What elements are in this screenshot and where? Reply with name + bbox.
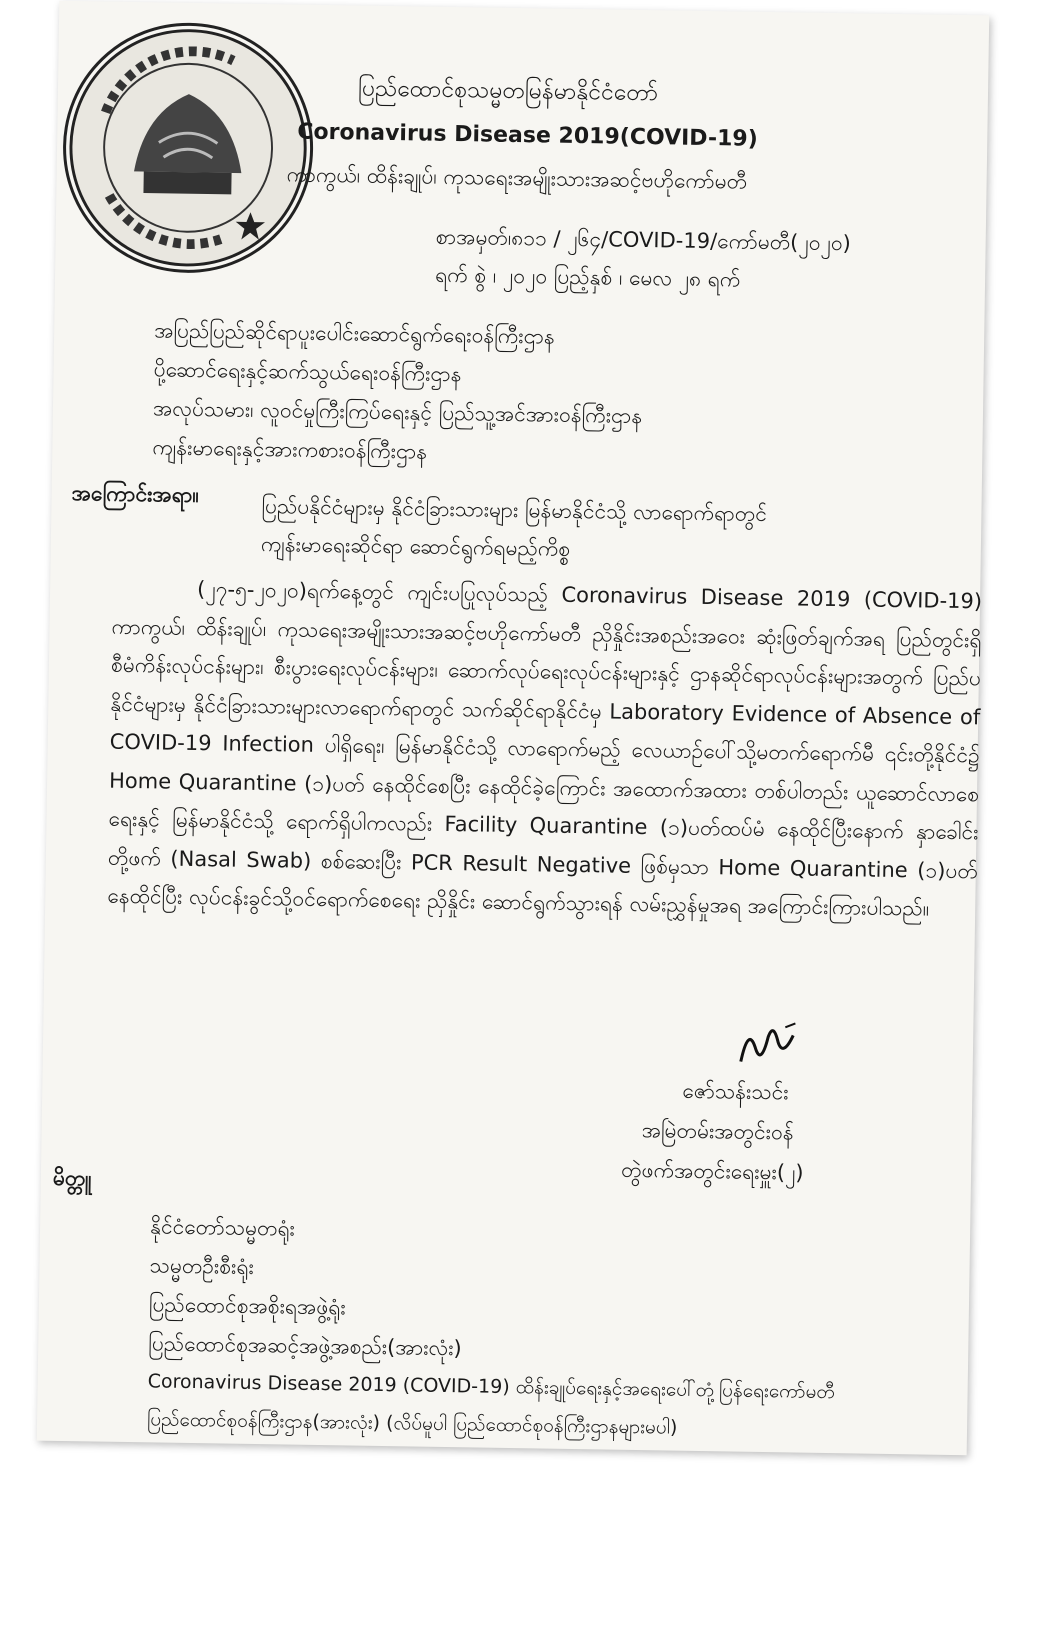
official-seal [61,21,315,275]
signatory-title-2: တွဲဖက်အတွင်းရေးမှူး(၂) [620,1157,804,1185]
handwritten-signature-icon [733,1016,804,1072]
copy-item: ပြည်ထောင်စုဝန်ကြီးဌာန(အားလုံး) (လိပ်မူပါ ပြည်ထောင်စုဝန်ကြီးဌာနများမပါ) [146,1408,678,1439]
copy-item: Coronavirus Disease 2019 (COVID-19) ထိန်းချုပ်ရေးနှင့်အရေးပေါ်တုံ့ပြန်ရေးကော်မတီ [147,1370,836,1404]
header-country: ပြည်ထောင်စုသမ္မတမြန်မာနိုင်ငံတော် [357,75,659,107]
document-page [37,1,990,1455]
recipient-item: အပြည်ပြည်ဆိုင်ရာပူးပေါင်းဆောင်ရွက်ရေးဝန်ကြီးဌာန [154,318,555,349]
copy-item: ပြည်ထောင်စုအစိုးရအဖွဲ့ရုံး [148,1292,346,1320]
subject-label: အကြောင်းအရာ။ [71,481,199,508]
signatory-name: ဇော်သန်းသင်း [682,1078,789,1105]
subject-line-1: ပြည်ပနိုင်ငံများမှ နိုင်ငံခြားသားများ မြန်မာနိုင်ငံသို့ လာရောက်ရာတွင် [261,494,768,526]
body-paragraph: (၂၇-၅-၂၀၂၀)ရက်နေ့တွင် ကျင်းပပြုလုပ်သည့် Coronavirus Disease 2019 (COVID-19) ကာကွယ်၊ ထိန်းချုပ်၊ ကုသရေးအမျိုးသားအဆင့်ဗဟိုကော်မတီ ညှိနှိုင်းအစည်းအဝေး ဆုံးဖြတ်ချက်အရ ပြည်တွင်းရှိ စီမံကိန်းလုပ်ငန်းများ၊ စီးပွားရေးလုပ်ငန်းများ၊ ဆောက်လုပ်ရေးလုပ်ငန်းများနှင့် ဌာနဆိုင်ရာလုပ်ငန်းများအတွက် ပြည်ပနိုင်ငံများမှ နိုင်ငံခြားသားများလာရောက်ရာတွင် သက်ဆိုင်ရာနိုင်ငံမှ Laboratory Evidence of Absence of COVID-19 Infection ပါရှိရေး၊ မြန်မာနိုင်ငံသို့ လာရောက်မည့် လေယာဉ်ပေါ်သို့မတက်ရောက်မီ ၎င်းတို့နိုင်ငံ၌ Home Quarantine (၁)ပတ် နေထိုင်စေပြီး နေထိုင်ခဲ့ကြောင်း အထောက်အထား တစ်ပါတည်း ယူဆောင်လာစေရေးနှင့် မြန်မာနိုင်ငံသို့ ရောက်ရှိပါကလည်း Facility Quarantine (၁)ပတ်ထပ်မံ နေထိုင်ပြီးနောက် နှာခေါင်းတို့ဖက် (Nasal Swab) စစ်ဆေးပြီး PCR Result Negative ဖြစ်မှသာ Home Quarantine (၁)ပတ်နေထိုင်ပြီး လုပ်ငန်းခွင်သို့ဝင်ရောက်စေရေး ညှိနှိုင်း ဆောင်ရွက်သွားရန် လမ်းညွှန်မှုအရ အကြောင်းကြားပါသည်။ [107,577,983,921]
copy-item: နိုင်ငံတော်သမ္မတရုံး [149,1214,296,1241]
copy-item: ပြည်ထောင်စုအဆင့်အဖွဲ့အစည်း(အားလုံး) [148,1331,462,1361]
header-covid-title: Coronavirus Disease 2019(COVID-19) [297,119,758,152]
reference-number: စာအမှတ်၊၈၁၁ / ၂၆၄/COVID-19/ကော်မတီ(၂၀၂၀) [435,224,852,256]
seal-emblem-icon [64,24,312,272]
copy-label: မိတ္တူ [52,1165,92,1191]
reference-date: ရက် စွဲ ၊ ၂၀၂၀ ပြည့်နှစ် ၊ မေလ ၂၈ ရက် [434,262,741,292]
recipient-item: ပို့ဆောင်ရေးနှင့်ဆက်သွယ်ရေးဝန်ကြီးဌာန [153,357,462,387]
recipient-item: အလုပ်သမား၊ လူဝင်မှုကြီးကြပ်ရေးနှင့် ပြည်သူ့အင်အားဝန်ကြီးဌာန [152,396,643,428]
subject-line-2: ကျန်းမာရေးဆိုင်ရာ ဆောင်ရွက်ရမည့်ကိစ္စ [260,532,571,561]
copy-item: သမ္မတဦးစီးရုံး [149,1253,254,1279]
signatory-title-1: အမြဲတမ်းအတွင်းဝန် [641,1118,794,1145]
recipient-item: ကျန်းမာရေးနှင့်အားကစားဝန်ကြီးဌာန [152,435,428,464]
header-committee: ကာကွယ်၊ ထိန်းချုပ်၊ ကုသရေးအမျိုးသားအဆင့်ဗဟိုကော်မတီ [286,162,748,194]
